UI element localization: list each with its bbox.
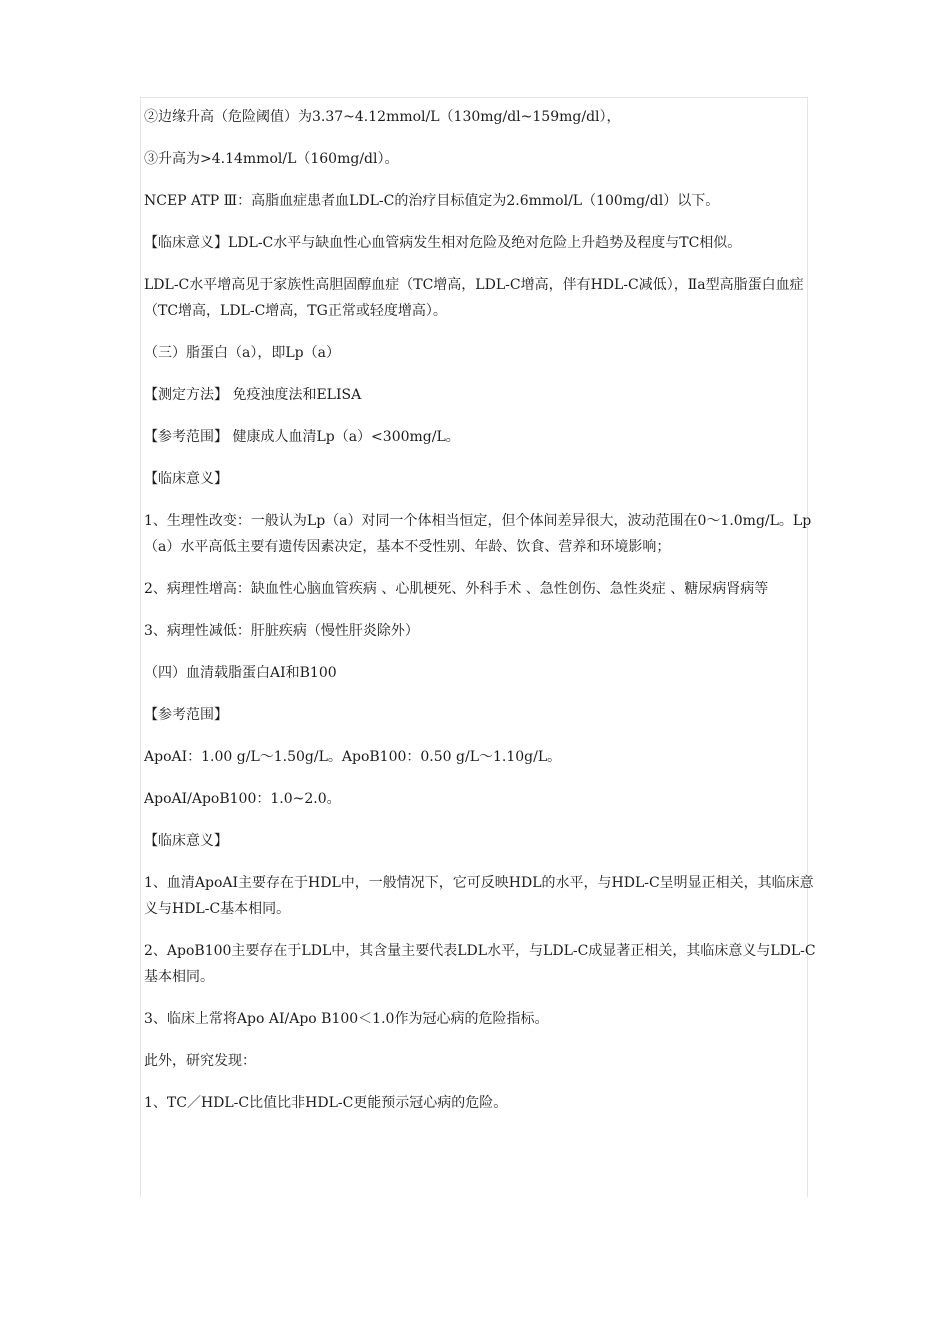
document-body bbox=[144, 104, 816, 1132]
list-item: 3、病理性减低：肝脏疾病（慢性肝炎除外） bbox=[144, 623, 419, 639]
paragraph: 此外，研究发现： bbox=[144, 1053, 256, 1069]
paragraph: ApoAⅠ：1.00 g/L～1.50g/L。ApoB100：0.50 g/L～1.10g/L。 bbox=[144, 749, 562, 765]
subheading: 【参考范围】 bbox=[144, 707, 228, 723]
paragraph: ApoAⅠ/ApoB100：1.0~2.0。 bbox=[144, 791, 341, 807]
list-item: 1、生理性改变：一般认为Lp（a）对同一个体相当恒定，但个体间差异很大，波动范围在0～1.0mg/L。Lp（a）水平高低主要有遗传因素决定，基本不受性别、年龄、饮食、营养和环境影响； bbox=[144, 513, 812, 555]
paragraph: 【临床意义】LDL-C水平与缺血性心血管病发生相对危险及绝对危险上升趋势及程度与TC相似。 bbox=[144, 235, 742, 251]
list-item: 1、血清ApoAⅠ主要存在于HDL中，一般情况下，它可反映HDL的水平，与HDL-C呈明显正相关，其临床意义与HDL-C基本相同。 bbox=[144, 875, 814, 917]
paragraph: NCEP ATP Ⅲ：高脂血症患者血LDL-C的治疗目标值定为2.6mmol/L（100mg/dl）以下。 bbox=[144, 193, 720, 209]
section-heading: （四）血清载脂蛋白AⅠ和B100 bbox=[144, 665, 337, 681]
list-item: 3、临床上常将Apo AⅠ/Apo B100＜1.0作为冠心病的危险指标。 bbox=[144, 1011, 549, 1027]
list-item: 2、ApoB100主要存在于LDL中，其含量主要代表LDL水平，与LDL-C成显著正相关，其临床意义与LDL-C基本相同。 bbox=[144, 943, 816, 985]
paragraph: 【测定方法】 免疫浊度法和ELISA bbox=[144, 387, 362, 403]
paragraph: ②边缘升高（危险阈值）为3.37~4.12mmol/L（130mg/dl~159mg/dl）， bbox=[144, 109, 621, 125]
paragraph: ③升高为>4.14mmol/L（160mg/dl）。 bbox=[144, 151, 399, 167]
subheading: 【临床意义】 bbox=[144, 833, 228, 849]
section-heading: （三）脂蛋白（a），即Lp（a） bbox=[144, 345, 340, 361]
list-item: 2、病理性增高：缺血性心脑血管疾病 、心肌梗死、外科手术 、急性创伤、急性炎症 、糖尿病肾病等 bbox=[144, 581, 769, 597]
subheading: 【临床意义】 bbox=[144, 471, 228, 487]
list-item: 1、TC／HDL-C比值比非HDL-C更能预示冠心病的危险。 bbox=[144, 1095, 508, 1111]
paragraph: LDL-C水平增高见于家族性高胆固醇血症（TC增高，LDL-C增高，伴有HDL-C减低），Ⅱa型高脂蛋白血症（TC增高，LDL-C增高，TG正常或轻度增高）。 bbox=[144, 277, 804, 319]
paragraph: 【参考范围】 健康成人血清Lp（a）<300mg/L。 bbox=[144, 429, 460, 445]
